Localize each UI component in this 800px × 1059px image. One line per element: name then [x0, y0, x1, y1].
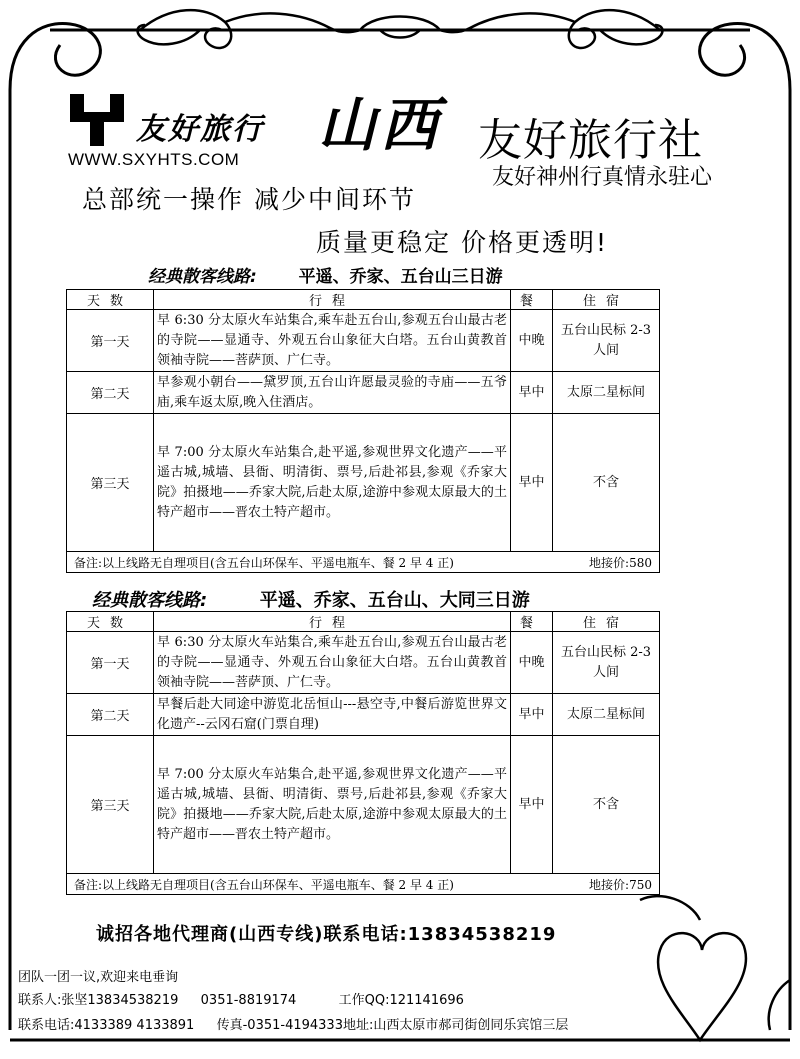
route-note: 备注:以上线路无自理项目(含五台山环保车、平遥电瓶车、餐 2 早 4 正) — [74, 877, 454, 892]
contact-phone-2[interactable]: 0351-8819174 — [200, 993, 297, 1008]
tagline: 友好神州行真情永驻心 — [492, 165, 713, 190]
contact-person-label: 联系人: — [18, 993, 62, 1008]
fax-number: 传真-0351-4194333 — [216, 1018, 343, 1033]
meal-cell: 中晚 — [511, 310, 553, 372]
meal-cell: 早中 — [511, 694, 553, 736]
meal-cell: 早中 — [511, 414, 553, 552]
table-row — [67, 414, 660, 552]
tel-label: 联系电话: — [18, 1018, 75, 1033]
hotel-cell: 五台山民标 2-3 人间 — [553, 632, 660, 694]
itinerary-cell: 早参观小朝台——黛罗顶,五台山许愿最灵验的寺庙——五爷庙,乘车返太原,晚入住酒店。 — [154, 372, 511, 414]
route-heading — [92, 586, 530, 612]
col-header-hotel: 住宿 — [553, 612, 660, 632]
route-price: 地接价:580 — [589, 555, 652, 570]
tel-number[interactable]: 4133389 4133891 — [74, 1018, 195, 1033]
logo-icon — [66, 88, 128, 150]
itinerary-cell: 早餐后赴大同途中游览北岳恒山---悬空寺,中餐后游览世界文化遗产--云冈石窟(门票自理) — [154, 694, 511, 736]
day-cell: 第一天 — [67, 632, 154, 694]
meal-cell: 中晚 — [511, 632, 553, 694]
table-row — [67, 372, 660, 414]
col-header-itinerary: 行程 — [154, 612, 511, 632]
day-cell: 第二天 — [67, 694, 154, 736]
route-title: 平遥、乔家、五台山、大同三日游 — [259, 590, 530, 611]
contact-intro: 团队一团一议,欢迎来电垂询 — [18, 970, 179, 985]
route-note: 备注:以上线路无自理项目(含五台山环保车、平遥电瓶车、餐 2 早 4 正) — [74, 555, 454, 570]
table-header-row — [67, 612, 660, 632]
hotel-cell: 不含 — [553, 414, 660, 552]
hotel-cell: 五台山民标 2-3 人间 — [553, 310, 660, 372]
day-cell: 第三天 — [67, 414, 154, 552]
col-header-itinerary: 行程 — [154, 290, 511, 310]
contact-line-1 — [18, 989, 464, 1008]
hotel-cell: 不含 — [553, 736, 660, 874]
itinerary-cell: 早 7:00 分太原火车站集合,赴平遥,参观世界文化遗产——平遥古城,城墙、县衙、明清街、票号,后赴祁县,参观《乔家大院》拍摄地——乔家大院,后赴太原,途游中参观太原最大的土特产超市——晋农土特产超市。 — [154, 736, 511, 874]
contact-person[interactable]: 张坚13834538219 — [61, 993, 179, 1008]
day-cell: 第二天 — [67, 372, 154, 414]
table-row — [67, 694, 660, 736]
qq-number[interactable]: 121141696 — [389, 993, 464, 1008]
day-cell: 第三天 — [67, 736, 154, 874]
logo-text: 友好旅行 — [136, 112, 264, 147]
table-header-row — [67, 290, 660, 310]
table-note-row — [67, 552, 660, 573]
qq-label: 工作QQ: — [338, 993, 390, 1008]
col-header-hotel: 住宿 — [553, 290, 660, 310]
hotel-cell: 太原二星标间 — [553, 694, 660, 736]
table-row — [67, 736, 660, 874]
itinerary-cell: 早 6:30 分太原火车站集合,乘车赴五台山,参观五台山最古老的寺院——显通寺、外观五台山象征大白塔。五台山黄教首领袖寺院——菩萨顶、广仁寺。 — [154, 632, 511, 694]
route-label: 经典散客线路: — [148, 267, 257, 287]
route-price: 地接价:750 — [589, 877, 652, 892]
agency-name: 友好旅行社 — [478, 115, 703, 166]
col-header-day: 天数 — [67, 290, 154, 310]
route-label: 经典散客线路: — [92, 590, 208, 611]
col-header-meal: 餐 — [511, 612, 553, 632]
route-heading — [148, 262, 503, 287]
itinerary-table-2 — [66, 611, 660, 895]
col-header-day: 天数 — [67, 612, 154, 632]
address: 地址:山西太原市郝司街创同乐宾馆三层 — [342, 1018, 569, 1033]
day-cell: 第一天 — [67, 310, 154, 372]
itinerary-cell: 早 7:00 分太原火车站集合,赴平遥,参观世界文化遗产——平遥古城,城墙、县衙、明清街、票号,后赴祁县,参观《乔家大院》拍摄地——乔家大院,后赴太原,途游中参观太原最大的土特产超市——晋农土特产超市。 — [154, 414, 511, 552]
col-header-meal: 餐 — [511, 290, 553, 310]
itinerary-cell: 早 6:30 分太原火车站集合,乘车赴五台山,参观五台山最古老的寺院——显通寺、外观五台山象征大白塔。五台山黄教首领袖寺院——菩萨顶、广仁寺。 — [154, 310, 511, 372]
slogan-line-2: 质量更稳定 价格更透明! — [316, 228, 608, 257]
hotel-cell: 太原二星标间 — [553, 372, 660, 414]
agent-recruit: 诚招各地代理商(山西专线)联系电话:13834538219 — [96, 924, 557, 945]
itinerary-table-1 — [66, 289, 660, 573]
table-note-row — [67, 874, 660, 895]
table-row — [67, 310, 660, 372]
route-title: 平遥、乔家、五台山三日游 — [298, 267, 503, 287]
table-row — [67, 632, 660, 694]
contact-line-2 — [18, 1014, 568, 1033]
region-title: 山西 — [318, 91, 443, 159]
website-url[interactable]: WWW.SXYHTS.COM — [68, 150, 240, 169]
meal-cell: 早中 — [511, 736, 553, 874]
meal-cell: 早中 — [511, 372, 553, 414]
slogan-line-1: 总部统一操作 减少中间环节 — [82, 185, 416, 214]
